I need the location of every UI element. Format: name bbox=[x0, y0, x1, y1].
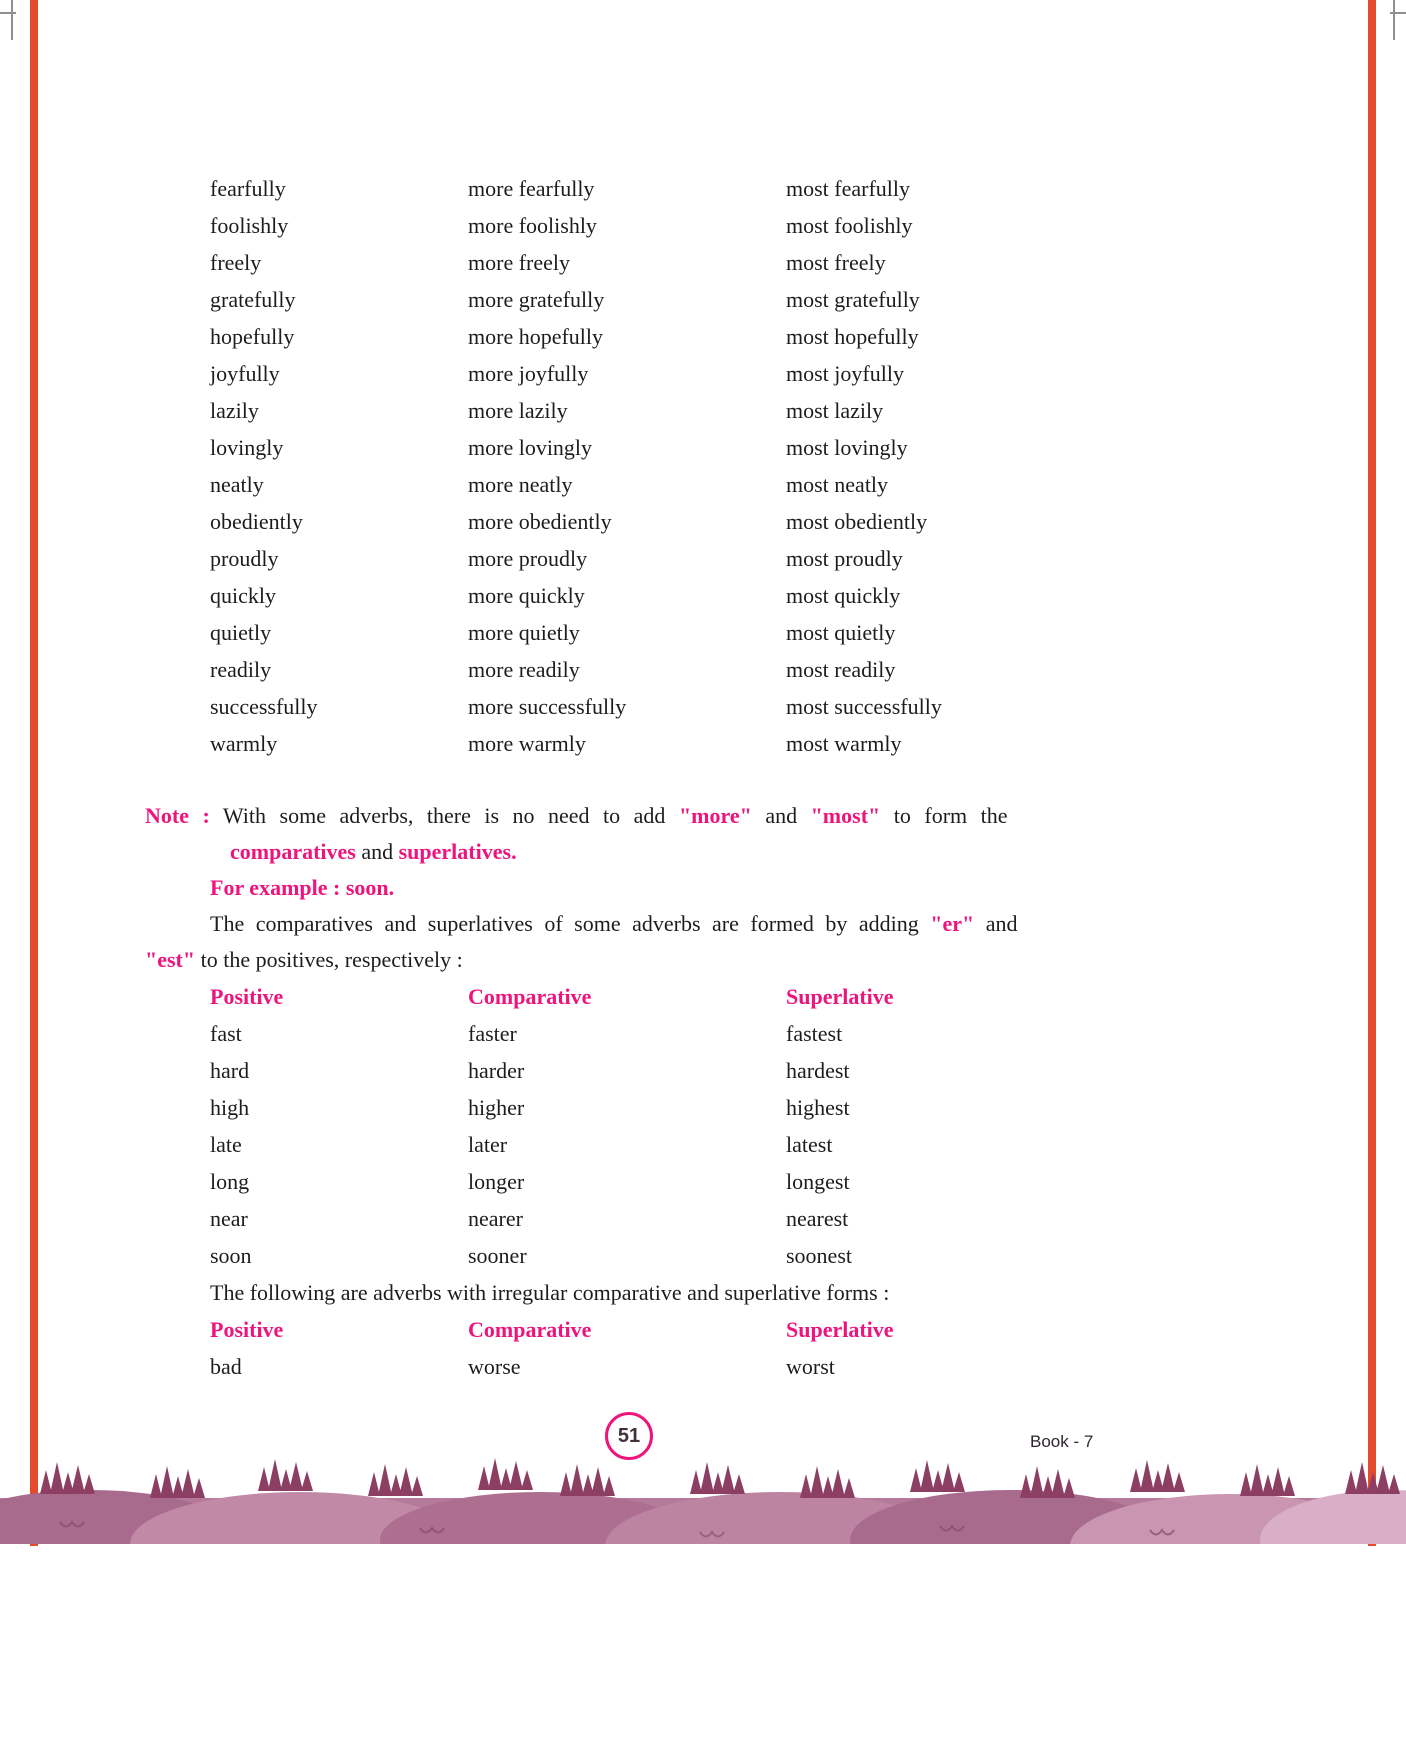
adverb-row bbox=[145, 651, 1110, 688]
superlative-adverb: most lazily bbox=[786, 398, 884, 423]
comparative-adverb: more gratefully bbox=[468, 287, 605, 312]
superlative-adverb: most neatly bbox=[786, 472, 889, 497]
superlative-form: hardest bbox=[786, 1058, 850, 1083]
positive-form: hard bbox=[210, 1058, 250, 1083]
note-text-2: to form the bbox=[893, 803, 1008, 828]
crop-mark-top-left-horizontal bbox=[0, 12, 16, 14]
positive-adverb: lazily bbox=[210, 398, 259, 423]
adverb-row bbox=[145, 688, 1110, 725]
adverb-row bbox=[145, 725, 1110, 762]
adverb-row bbox=[145, 429, 1110, 466]
er-est-paragraph bbox=[145, 906, 1110, 978]
superlative-adverb: most readily bbox=[786, 657, 896, 682]
positive-adverb: neatly bbox=[210, 472, 264, 497]
positive-adverb: warmly bbox=[210, 731, 278, 756]
comparative-header: Comparative bbox=[468, 1317, 592, 1342]
positive-form: bad bbox=[210, 1354, 242, 1379]
adverb-row bbox=[145, 392, 1110, 429]
superlative-adverb: most quietly bbox=[786, 620, 896, 645]
comparative-adverb: more foolishly bbox=[468, 213, 597, 238]
page-content bbox=[145, 170, 1110, 1385]
regular-table-header bbox=[145, 978, 1110, 1015]
comparative-adverb: more warmly bbox=[468, 731, 586, 756]
positive-form: long bbox=[210, 1169, 250, 1194]
superlative-adverb: most warmly bbox=[786, 731, 902, 756]
superlative-adverb: most obediently bbox=[786, 509, 928, 534]
adverb-row bbox=[145, 281, 1110, 318]
note-line-2 bbox=[230, 839, 517, 864]
comparative-form: higher bbox=[468, 1095, 525, 1120]
superlative-adverb: most joyfully bbox=[786, 361, 904, 386]
superlative-adverb: most lovingly bbox=[786, 435, 908, 460]
comparative-form: harder bbox=[468, 1058, 525, 1083]
superlative-form: highest bbox=[786, 1095, 850, 1120]
comparative-adverb: more hopefully bbox=[468, 324, 604, 349]
adverb-degrees-list bbox=[145, 170, 1110, 762]
superlative-form: soonest bbox=[786, 1243, 852, 1268]
superlative-adverb: most fearfully bbox=[786, 176, 911, 201]
comparative-form: faster bbox=[468, 1021, 517, 1046]
adverb-row bbox=[145, 318, 1110, 355]
positive-header: Positive bbox=[210, 1317, 284, 1342]
irregular-adverb-row bbox=[145, 1348, 1110, 1385]
er-est-and: and bbox=[985, 911, 1018, 936]
er-est-text-2: to the positives, respectively : bbox=[200, 947, 463, 972]
positive-adverb: proudly bbox=[210, 546, 279, 571]
positive-adverb: lovingly bbox=[210, 435, 284, 460]
positive-form: fast bbox=[210, 1021, 242, 1046]
crop-mark-top-right-vertical bbox=[1393, 0, 1395, 40]
positive-header: Positive bbox=[210, 984, 284, 1009]
comparative-adverb: more neatly bbox=[468, 472, 573, 497]
superlative-adverb: most gratefully bbox=[786, 287, 920, 312]
right-edge-bar bbox=[1368, 0, 1376, 1546]
positive-adverb: successfully bbox=[210, 694, 318, 719]
superlative-form: fastest bbox=[786, 1021, 843, 1046]
note-text-1: With some adverbs, there is no need to add bbox=[222, 803, 666, 828]
regular-adverb-row bbox=[145, 1089, 1110, 1126]
irregular-adverbs-table bbox=[145, 1348, 1110, 1385]
comparative-adverb: more quickly bbox=[468, 583, 585, 608]
comparative-adverb: more joyfully bbox=[468, 361, 589, 386]
note-paragraph bbox=[145, 798, 1110, 870]
adverb-row bbox=[145, 355, 1110, 392]
positive-adverb: quietly bbox=[210, 620, 272, 645]
regular-adverbs-table bbox=[145, 1015, 1110, 1274]
adverb-row bbox=[145, 614, 1110, 651]
superlative-header: Superlative bbox=[786, 1317, 894, 1342]
positive-adverb: obediently bbox=[210, 509, 303, 534]
crop-mark-top-left-vertical bbox=[11, 0, 13, 40]
positive-form: late bbox=[210, 1132, 242, 1157]
comparative-form: longer bbox=[468, 1169, 525, 1194]
comparative-adverb: more lazily bbox=[468, 398, 568, 423]
positive-adverb: hopefully bbox=[210, 324, 295, 349]
superlative-adverb: most foolishly bbox=[786, 213, 913, 238]
adverb-row bbox=[145, 207, 1110, 244]
page-number-badge bbox=[605, 1412, 653, 1460]
regular-adverb-row bbox=[145, 1126, 1110, 1163]
adverb-row bbox=[145, 577, 1110, 614]
positive-adverb: foolishly bbox=[210, 213, 289, 238]
superlative-adverb: most freely bbox=[786, 250, 886, 275]
comparative-adverb: more fearfully bbox=[468, 176, 595, 201]
superlative-form: nearest bbox=[786, 1206, 849, 1231]
superlative-form: latest bbox=[786, 1132, 833, 1157]
comparative-adverb: more lovingly bbox=[468, 435, 593, 460]
regular-adverb-row bbox=[145, 1163, 1110, 1200]
superlative-form: longest bbox=[786, 1169, 850, 1194]
positive-adverb: quickly bbox=[210, 583, 276, 608]
er-keyword: "er" bbox=[930, 911, 975, 936]
comparative-header: Comparative bbox=[468, 984, 592, 1009]
adverb-row bbox=[145, 540, 1110, 577]
comparative-form: later bbox=[468, 1132, 508, 1157]
superlative-header: Superlative bbox=[786, 984, 894, 1009]
er-est-line-2 bbox=[145, 947, 463, 972]
positive-adverb: joyfully bbox=[210, 361, 280, 386]
positive-form: near bbox=[210, 1206, 248, 1231]
positive-adverb: freely bbox=[210, 250, 262, 275]
note-more-keyword: "more" bbox=[678, 803, 752, 828]
regular-adverb-row bbox=[145, 1015, 1110, 1052]
adverb-row bbox=[145, 170, 1110, 207]
comparative-adverb: more quietly bbox=[468, 620, 580, 645]
comparative-adverb: more successfully bbox=[468, 694, 627, 719]
left-edge-bar bbox=[30, 0, 38, 1546]
comparative-form: nearer bbox=[468, 1206, 523, 1231]
positive-form: soon bbox=[210, 1243, 252, 1268]
positive-form: high bbox=[210, 1095, 250, 1120]
irregular-intro-line: The following are adverbs with irregular comparative and superlative forms : bbox=[210, 1280, 890, 1305]
er-est-text-1: The comparatives and superlatives of some adverbs are formed by adding bbox=[210, 911, 919, 936]
note-most-keyword: "most" bbox=[810, 803, 881, 828]
regular-adverb-row bbox=[145, 1237, 1110, 1274]
comparative-form: sooner bbox=[468, 1243, 527, 1268]
note-and-2: and bbox=[361, 839, 394, 864]
superlative-adverb: most proudly bbox=[786, 546, 903, 571]
adverb-row bbox=[145, 503, 1110, 540]
positive-adverb: fearfully bbox=[210, 176, 286, 201]
book-label: Book - 7 bbox=[1030, 1432, 1094, 1451]
comparative-form: worse bbox=[468, 1354, 521, 1379]
note-comparatives-keyword: comparatives bbox=[230, 839, 356, 864]
comparative-adverb: more proudly bbox=[468, 546, 588, 571]
superlative-adverb: most successfully bbox=[786, 694, 942, 719]
regular-adverb-row bbox=[145, 1052, 1110, 1089]
note-superlatives-keyword: superlatives. bbox=[398, 839, 517, 864]
comparative-adverb: more readily bbox=[468, 657, 580, 682]
superlative-form: worst bbox=[786, 1354, 835, 1379]
positive-adverb: readily bbox=[210, 657, 272, 682]
comparative-adverb: more obediently bbox=[468, 509, 612, 534]
footer-landscape-art bbox=[0, 1452, 1406, 1544]
superlative-adverb: most quickly bbox=[786, 583, 901, 608]
superlative-adverb: most hopefully bbox=[786, 324, 919, 349]
note-label: Note : bbox=[145, 803, 210, 828]
irregular-table-header bbox=[145, 1311, 1110, 1348]
est-keyword: "est" bbox=[145, 947, 196, 972]
comparative-adverb: more freely bbox=[468, 250, 570, 275]
adverb-row bbox=[145, 466, 1110, 503]
page-number: 51 bbox=[617, 1424, 641, 1447]
regular-adverb-row bbox=[145, 1200, 1110, 1237]
positive-adverb: gratefully bbox=[210, 287, 296, 312]
adverb-row bbox=[145, 244, 1110, 281]
for-example-line: For example : soon. bbox=[210, 875, 395, 900]
note-and-1: and bbox=[765, 803, 798, 828]
